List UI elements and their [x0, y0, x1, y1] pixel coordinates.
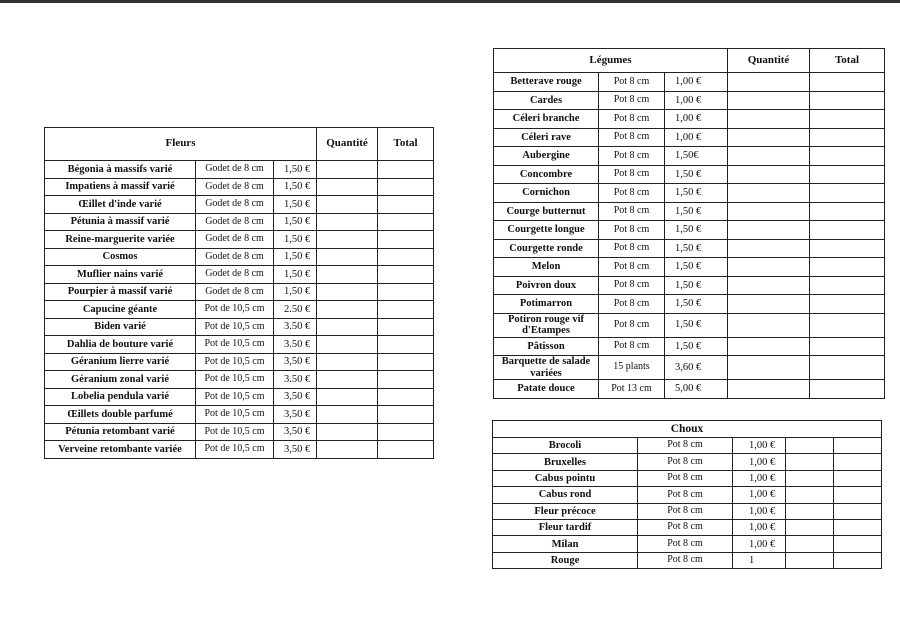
unit-price: 2.50 €: [274, 301, 317, 319]
fleurs-row: [45, 406, 434, 424]
pot-size: Pot 8 cm: [638, 536, 733, 552]
legumes-row: [494, 313, 885, 337]
total-cell[interactable]: [810, 295, 885, 314]
quantity-cell[interactable]: [786, 470, 834, 486]
unit-price: 1,00 €: [665, 128, 728, 147]
item-name: Géranium lierre varié: [45, 353, 196, 371]
pot-size: Pot 8 cm: [599, 221, 665, 240]
choux-body: [493, 438, 882, 569]
item-name: Patate douce: [494, 380, 599, 399]
item-name: Capucine géante: [45, 301, 196, 319]
item-name: Œillets double parfumé: [45, 406, 196, 424]
item-name: Muflier nains varié: [45, 266, 196, 284]
item-name: Cabus rond: [493, 487, 638, 503]
item-name: Potiron rouge vif d'Etampes: [494, 313, 599, 337]
quantity-cell[interactable]: [786, 503, 834, 519]
total-cell[interactable]: [810, 276, 885, 295]
choux-header: Choux: [493, 421, 882, 438]
quantity-cell[interactable]: [728, 184, 810, 203]
unit-price: 1,50 €: [274, 248, 317, 266]
fleurs-row: [45, 441, 434, 459]
choux-row: [493, 454, 882, 470]
quantity-cell[interactable]: [728, 380, 810, 399]
pot-size: Pot 8 cm: [599, 147, 665, 166]
pot-size: Pot 8 cm: [599, 91, 665, 110]
unit-price: 1,50 €: [274, 213, 317, 231]
unit-price: 1,50 €: [274, 178, 317, 196]
quantity-cell[interactable]: [317, 371, 378, 389]
unit-price: 1,50 €: [665, 221, 728, 240]
fleurs-row: [45, 266, 434, 284]
fleurs-row: [45, 248, 434, 266]
quantity-cell[interactable]: [728, 337, 810, 356]
total-cell[interactable]: [378, 196, 434, 214]
pot-size: Pot 13 cm: [599, 380, 665, 399]
unit-price: 1,00 €: [733, 536, 786, 552]
quantity-cell[interactable]: [317, 423, 378, 441]
legumes-row: [494, 295, 885, 314]
quantity-cell[interactable]: [317, 318, 378, 336]
legumes-row: [494, 337, 885, 356]
unit-price: 3,50 €: [274, 388, 317, 406]
unit-price: 1,50 €: [665, 239, 728, 258]
fleurs-row: [45, 196, 434, 214]
unit-price: 1,50 €: [665, 313, 728, 337]
legumes-row: [494, 356, 885, 380]
total-cell[interactable]: [810, 239, 885, 258]
total-cell[interactable]: [378, 248, 434, 266]
pot-size: Godet de 8 cm: [196, 213, 274, 231]
item-name: Impatiens à massif varié: [45, 178, 196, 196]
pot-size: Godet de 8 cm: [196, 248, 274, 266]
pot-size: Pot 8 cm: [599, 313, 665, 337]
choux-row: [493, 552, 882, 568]
pot-size: Pot 8 cm: [638, 552, 733, 568]
total-cell[interactable]: [378, 301, 434, 319]
unit-price: 1,50 €: [665, 295, 728, 314]
unit-price: 1,00 €: [733, 438, 786, 454]
fleurs-row: [45, 231, 434, 249]
quantity-cell[interactable]: [728, 276, 810, 295]
fleurs-body: [45, 161, 434, 459]
quantity-cell[interactable]: [317, 161, 378, 179]
total-cell[interactable]: [378, 371, 434, 389]
quantity-cell[interactable]: [728, 239, 810, 258]
item-name: Bégonia à massifs varié: [45, 161, 196, 179]
legumes-row: [494, 258, 885, 277]
pot-size: Pot 8 cm: [599, 110, 665, 129]
total-cell[interactable]: [834, 438, 882, 454]
fleurs-header: Fleurs: [45, 128, 317, 161]
pot-size: Godet de 8 cm: [196, 178, 274, 196]
total-cell[interactable]: [378, 388, 434, 406]
item-name: Cabus pointu: [493, 470, 638, 486]
total-cell[interactable]: [810, 147, 885, 166]
pot-size: Pot de 10,5 cm: [196, 441, 274, 459]
legumes-row: [494, 380, 885, 399]
total-cell[interactable]: [810, 73, 885, 92]
quantity-cell[interactable]: [728, 128, 810, 147]
total-cell[interactable]: [810, 202, 885, 221]
quantity-cell[interactable]: [786, 438, 834, 454]
unit-price: 1,00 €: [733, 487, 786, 503]
pot-size: 15 plants: [599, 356, 665, 380]
pot-size: Pot 8 cm: [599, 184, 665, 203]
item-name: Reine-marguerite variée: [45, 231, 196, 249]
total-cell[interactable]: [378, 213, 434, 231]
legumes-row: [494, 221, 885, 240]
quantity-cell[interactable]: [317, 336, 378, 354]
fleurs-quantite-header: Quantité: [317, 128, 378, 161]
pot-size: Godet de 8 cm: [196, 231, 274, 249]
choux-row: [493, 519, 882, 535]
pot-size: Pot 8 cm: [638, 487, 733, 503]
quantity-cell[interactable]: [786, 519, 834, 535]
item-name: Dahlia de bouture varié: [45, 336, 196, 354]
unit-price: 1,50 €: [665, 337, 728, 356]
pot-size: Pot 8 cm: [599, 276, 665, 295]
total-cell[interactable]: [378, 423, 434, 441]
unit-price: 1,50 €: [665, 258, 728, 277]
quantity-cell[interactable]: [317, 231, 378, 249]
unit-price: 1,50 €: [274, 266, 317, 284]
total-cell[interactable]: [810, 258, 885, 277]
total-cell[interactable]: [378, 318, 434, 336]
unit-price: 1,50 €: [665, 276, 728, 295]
legumes-row: [494, 110, 885, 129]
quantity-cell[interactable]: [728, 165, 810, 184]
quantity-cell[interactable]: [786, 487, 834, 503]
unit-price: 3,50 €: [274, 353, 317, 371]
pot-size: Pot 8 cm: [638, 470, 733, 486]
quantity-cell[interactable]: [786, 552, 834, 568]
total-cell[interactable]: [378, 406, 434, 424]
unit-price: 3,50 €: [274, 441, 317, 459]
legumes-row: [494, 73, 885, 92]
item-name: Lobelia pendula varié: [45, 388, 196, 406]
fleurs-total-header: Total: [378, 128, 434, 161]
total-cell[interactable]: [378, 336, 434, 354]
fleurs-row: [45, 283, 434, 301]
item-name: Potimarron: [494, 295, 599, 314]
unit-price: 1,00 €: [733, 503, 786, 519]
pot-size: Pot de 10,5 cm: [196, 353, 274, 371]
pot-size: Pot 8 cm: [638, 519, 733, 535]
unit-price: 3,50 €: [274, 423, 317, 441]
choux-row: [493, 536, 882, 552]
total-cell[interactable]: [834, 503, 882, 519]
total-cell[interactable]: [810, 356, 885, 380]
unit-price: 1,50 €: [665, 184, 728, 203]
top-border-line: [0, 0, 900, 3]
item-name: Cornichon: [494, 184, 599, 203]
quantity-cell[interactable]: [317, 301, 378, 319]
total-cell[interactable]: [810, 313, 885, 337]
item-name: Céleri rave: [494, 128, 599, 147]
pot-size: Pot 8 cm: [599, 73, 665, 92]
total-cell[interactable]: [378, 353, 434, 371]
fleurs-row: [45, 423, 434, 441]
pot-size: Pot de 10,5 cm: [196, 423, 274, 441]
pot-size: Godet de 8 cm: [196, 283, 274, 301]
item-name: Bruxelles: [493, 454, 638, 470]
quantity-cell[interactable]: [728, 202, 810, 221]
choux-table: [492, 420, 882, 569]
legumes-row: [494, 128, 885, 147]
total-cell[interactable]: [810, 165, 885, 184]
item-name: Barquette de salade variées: [494, 356, 599, 380]
item-name: Rouge: [493, 552, 638, 568]
legumes-row: [494, 91, 885, 110]
fleurs-row: [45, 371, 434, 389]
quantity-cell[interactable]: [317, 178, 378, 196]
pot-size: Pot 8 cm: [638, 503, 733, 519]
unit-price: 3,50 €: [274, 406, 317, 424]
legumes-row: [494, 165, 885, 184]
item-name: Céleri branche: [494, 110, 599, 129]
item-name: Œillet d'inde varié: [45, 196, 196, 214]
pot-size: Godet de 8 cm: [196, 266, 274, 284]
quantity-cell[interactable]: [728, 91, 810, 110]
unit-price: 5,00 €: [665, 380, 728, 399]
pot-size: Pot 8 cm: [638, 454, 733, 470]
unit-price: 3,60 €: [665, 356, 728, 380]
item-name: Concombre: [494, 165, 599, 184]
quantity-cell[interactable]: [728, 221, 810, 240]
fleurs-row: [45, 301, 434, 319]
item-name: Cardes: [494, 91, 599, 110]
total-cell[interactable]: [834, 552, 882, 568]
item-name: Courgette ronde: [494, 239, 599, 258]
total-cell[interactable]: [810, 221, 885, 240]
item-name: Biden varié: [45, 318, 196, 336]
item-name: Pourpier à massif varié: [45, 283, 196, 301]
quantity-cell[interactable]: [317, 196, 378, 214]
pot-size: Pot de 10,5 cm: [196, 318, 274, 336]
total-cell[interactable]: [378, 441, 434, 459]
pot-size: Pot de 10,5 cm: [196, 388, 274, 406]
quantity-cell[interactable]: [786, 536, 834, 552]
fleurs-row: [45, 336, 434, 354]
item-name: Cosmos: [45, 248, 196, 266]
total-cell[interactable]: [378, 178, 434, 196]
pot-size: Pot de 10,5 cm: [196, 406, 274, 424]
total-cell[interactable]: [834, 487, 882, 503]
item-name: Pâtisson: [494, 337, 599, 356]
fleurs-row: [45, 318, 434, 336]
quantity-cell[interactable]: [728, 313, 810, 337]
total-cell[interactable]: [834, 536, 882, 552]
choux-row: [493, 438, 882, 454]
item-name: Poivron doux: [494, 276, 599, 295]
fleurs-row: [45, 353, 434, 371]
quantity-cell[interactable]: [728, 295, 810, 314]
quantity-cell[interactable]: [786, 454, 834, 470]
pot-size: Pot 8 cm: [599, 258, 665, 277]
item-name: Courge butternut: [494, 202, 599, 221]
total-cell[interactable]: [810, 91, 885, 110]
quantity-cell[interactable]: [728, 73, 810, 92]
unit-price: 1,00 €: [665, 110, 728, 129]
unit-price: 3.50 €: [274, 336, 317, 354]
legumes-row: [494, 239, 885, 258]
pot-size: Pot de 10,5 cm: [196, 371, 274, 389]
pot-size: Pot 8 cm: [599, 128, 665, 147]
legumes-row: [494, 184, 885, 203]
unit-price: 3.50 €: [274, 371, 317, 389]
unit-price: 1,50 €: [274, 196, 317, 214]
pot-size: Pot 8 cm: [599, 202, 665, 221]
item-name: Aubergine: [494, 147, 599, 166]
unit-price: 1,00 €: [733, 519, 786, 535]
legumes-row: [494, 276, 885, 295]
pot-size: Godet de 8 cm: [196, 196, 274, 214]
legumes-row: [494, 202, 885, 221]
legumes-body: [494, 73, 885, 399]
pot-size: Pot de 10,5 cm: [196, 336, 274, 354]
legumes-total-header: Total: [810, 49, 885, 73]
quantity-cell[interactable]: [317, 441, 378, 459]
total-cell[interactable]: [378, 283, 434, 301]
item-name: Pétunia retombant varié: [45, 423, 196, 441]
unit-price: 1,00 €: [665, 73, 728, 92]
item-name: Courgette longue: [494, 221, 599, 240]
legumes-header: Légumes: [494, 49, 728, 73]
quantity-cell[interactable]: [317, 406, 378, 424]
fleurs-row: [45, 388, 434, 406]
quantity-cell[interactable]: [317, 353, 378, 371]
total-cell[interactable]: [378, 266, 434, 284]
unit-price: 1,00 €: [665, 91, 728, 110]
fleurs-table: [44, 127, 434, 459]
pot-size: Pot 8 cm: [599, 165, 665, 184]
item-name: Betterave rouge: [494, 73, 599, 92]
fleurs-row: [45, 161, 434, 179]
quantity-cell[interactable]: [728, 147, 810, 166]
item-name: Brocoli: [493, 438, 638, 454]
choux-row: [493, 503, 882, 519]
pot-size: Godet de 8 cm: [196, 161, 274, 179]
total-cell[interactable]: [378, 161, 434, 179]
total-cell[interactable]: [810, 380, 885, 399]
unit-price: 1: [733, 552, 786, 568]
choux-row: [493, 487, 882, 503]
total-cell[interactable]: [810, 184, 885, 203]
quantity-cell[interactable]: [317, 388, 378, 406]
pot-size: Pot 8 cm: [599, 337, 665, 356]
pot-size: Pot de 10,5 cm: [196, 301, 274, 319]
quantity-cell[interactable]: [728, 110, 810, 129]
item-name: Melon: [494, 258, 599, 277]
total-cell[interactable]: [834, 454, 882, 470]
total-cell[interactable]: [810, 128, 885, 147]
unit-price: 1,50 €: [665, 202, 728, 221]
unit-price: 1,50 €: [274, 231, 317, 249]
quantity-cell[interactable]: [317, 213, 378, 231]
item-name: Milan: [493, 536, 638, 552]
fleurs-row: [45, 213, 434, 231]
item-name: Verveine retombante variée: [45, 441, 196, 459]
total-cell[interactable]: [810, 337, 885, 356]
total-cell[interactable]: [834, 470, 882, 486]
item-name: Fleur précoce: [493, 503, 638, 519]
fleurs-row: [45, 178, 434, 196]
quantity-cell[interactable]: [317, 283, 378, 301]
pot-size: Pot 8 cm: [599, 239, 665, 258]
unit-price: 1,50 €: [274, 283, 317, 301]
legumes-quantite-header: Quantité: [728, 49, 810, 73]
total-cell[interactable]: [810, 110, 885, 129]
pot-size: Pot 8 cm: [638, 438, 733, 454]
legumes-table: [493, 48, 885, 399]
quantity-cell[interactable]: [317, 266, 378, 284]
pot-size: Pot 8 cm: [599, 295, 665, 314]
quantity-cell[interactable]: [728, 258, 810, 277]
quantity-cell[interactable]: [317, 248, 378, 266]
item-name: Géranium zonal varié: [45, 371, 196, 389]
item-name: Fleur tardif: [493, 519, 638, 535]
unit-price: 3.50 €: [274, 318, 317, 336]
total-cell[interactable]: [834, 519, 882, 535]
unit-price: 1,50 €: [274, 161, 317, 179]
item-name: Pétunia à massif varié: [45, 213, 196, 231]
total-cell[interactable]: [378, 231, 434, 249]
unit-price: 1,00 €: [733, 454, 786, 470]
unit-price: 1,50€: [665, 147, 728, 166]
unit-price: 1,00 €: [733, 470, 786, 486]
legumes-row: [494, 147, 885, 166]
quantity-cell[interactable]: [728, 356, 810, 380]
unit-price: 1,50 €: [665, 165, 728, 184]
choux-row: [493, 470, 882, 486]
